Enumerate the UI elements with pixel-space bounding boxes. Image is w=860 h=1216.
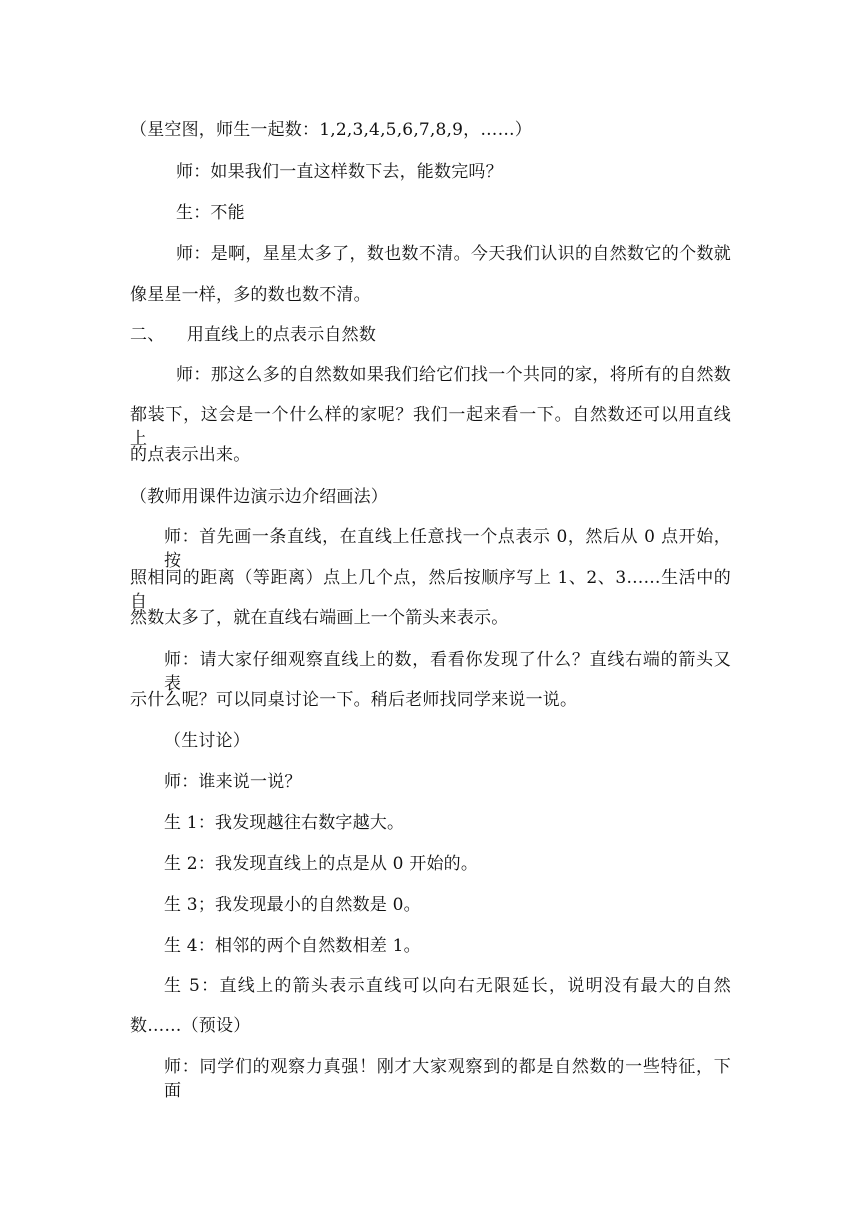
paragraph-line-20: 生 3；我发现最小的自然数是 0。 [164,895,421,915]
paragraph-line-11: 师：首先画一条直线，在直线上任意找一个点表示 0，然后从 0 点开始，按 [164,527,731,571]
paragraph-line-21: 生 4：相邻的两个自然数相差 1。 [164,936,421,956]
paragraph-line-9: 的点表示出来。 [130,445,251,465]
paragraph-line-1: （星空图，师生一起数：1,2,3,4,5,6,7,8,9，……） [130,120,532,140]
paragraph-line-4: 师：是啊，星星太多了，数也数不清。今天我们认识的自然数它的个数就 [176,244,731,264]
paragraph-line-8: 都装下，这会是一个什么样的家呢？我们一起来看一下。自然数还可以用直线上 [130,405,731,449]
paragraph-line-7: 师：那这么多的自然数如果我们给它们找一个共同的家，将所有的自然数 [176,365,731,385]
paragraph-line-16: （生讨论） [164,731,250,751]
paragraph-line-5: 像星星一样，多的数也数不清。 [130,285,371,305]
paragraph-line-2: 师：如果我们一直这样数下去，能数完吗？ [176,162,503,182]
paragraph-line-18: 生 1：我发现越往右数字越大。 [164,813,405,833]
paragraph-line-19: 生 2：我发现直线上的点是从 0 开始的。 [164,854,479,874]
section-heading: 二、 用直线上的点表示自然数 [130,325,377,345]
paragraph-line-24: 师：同学们的观察力真强！刚才大家观察到的都是自然数的一些特征，下面 [164,1057,731,1101]
paragraph-line-14: 师：请大家仔细观察直线上的数，看看你发现了什么？直线右端的箭头又表 [164,650,731,694]
paragraph-line-12: 照相同的距离（等距离）点上几个点，然后按顺序写上 1、2、3……生活中的自 [130,568,731,612]
paragraph-line-10: （教师用课件边演示边介绍画法） [130,487,388,507]
paragraph-line-3: 生：不能 [176,203,245,223]
paragraph-line-22: 生 5：直线上的箭头表示直线可以向右无限延长，说明没有最大的自然 [164,976,731,996]
paragraph-line-13: 然数太多了，就在直线右端画上一个箭头来表示。 [130,608,509,628]
paragraph-line-15: 示什么呢？可以同桌讨论一下。稍后老师找同学来说一说。 [130,690,578,710]
paragraph-line-17: 师：谁来说一说？ [164,772,302,792]
paragraph-line-23: 数……（预设） [130,1016,251,1036]
